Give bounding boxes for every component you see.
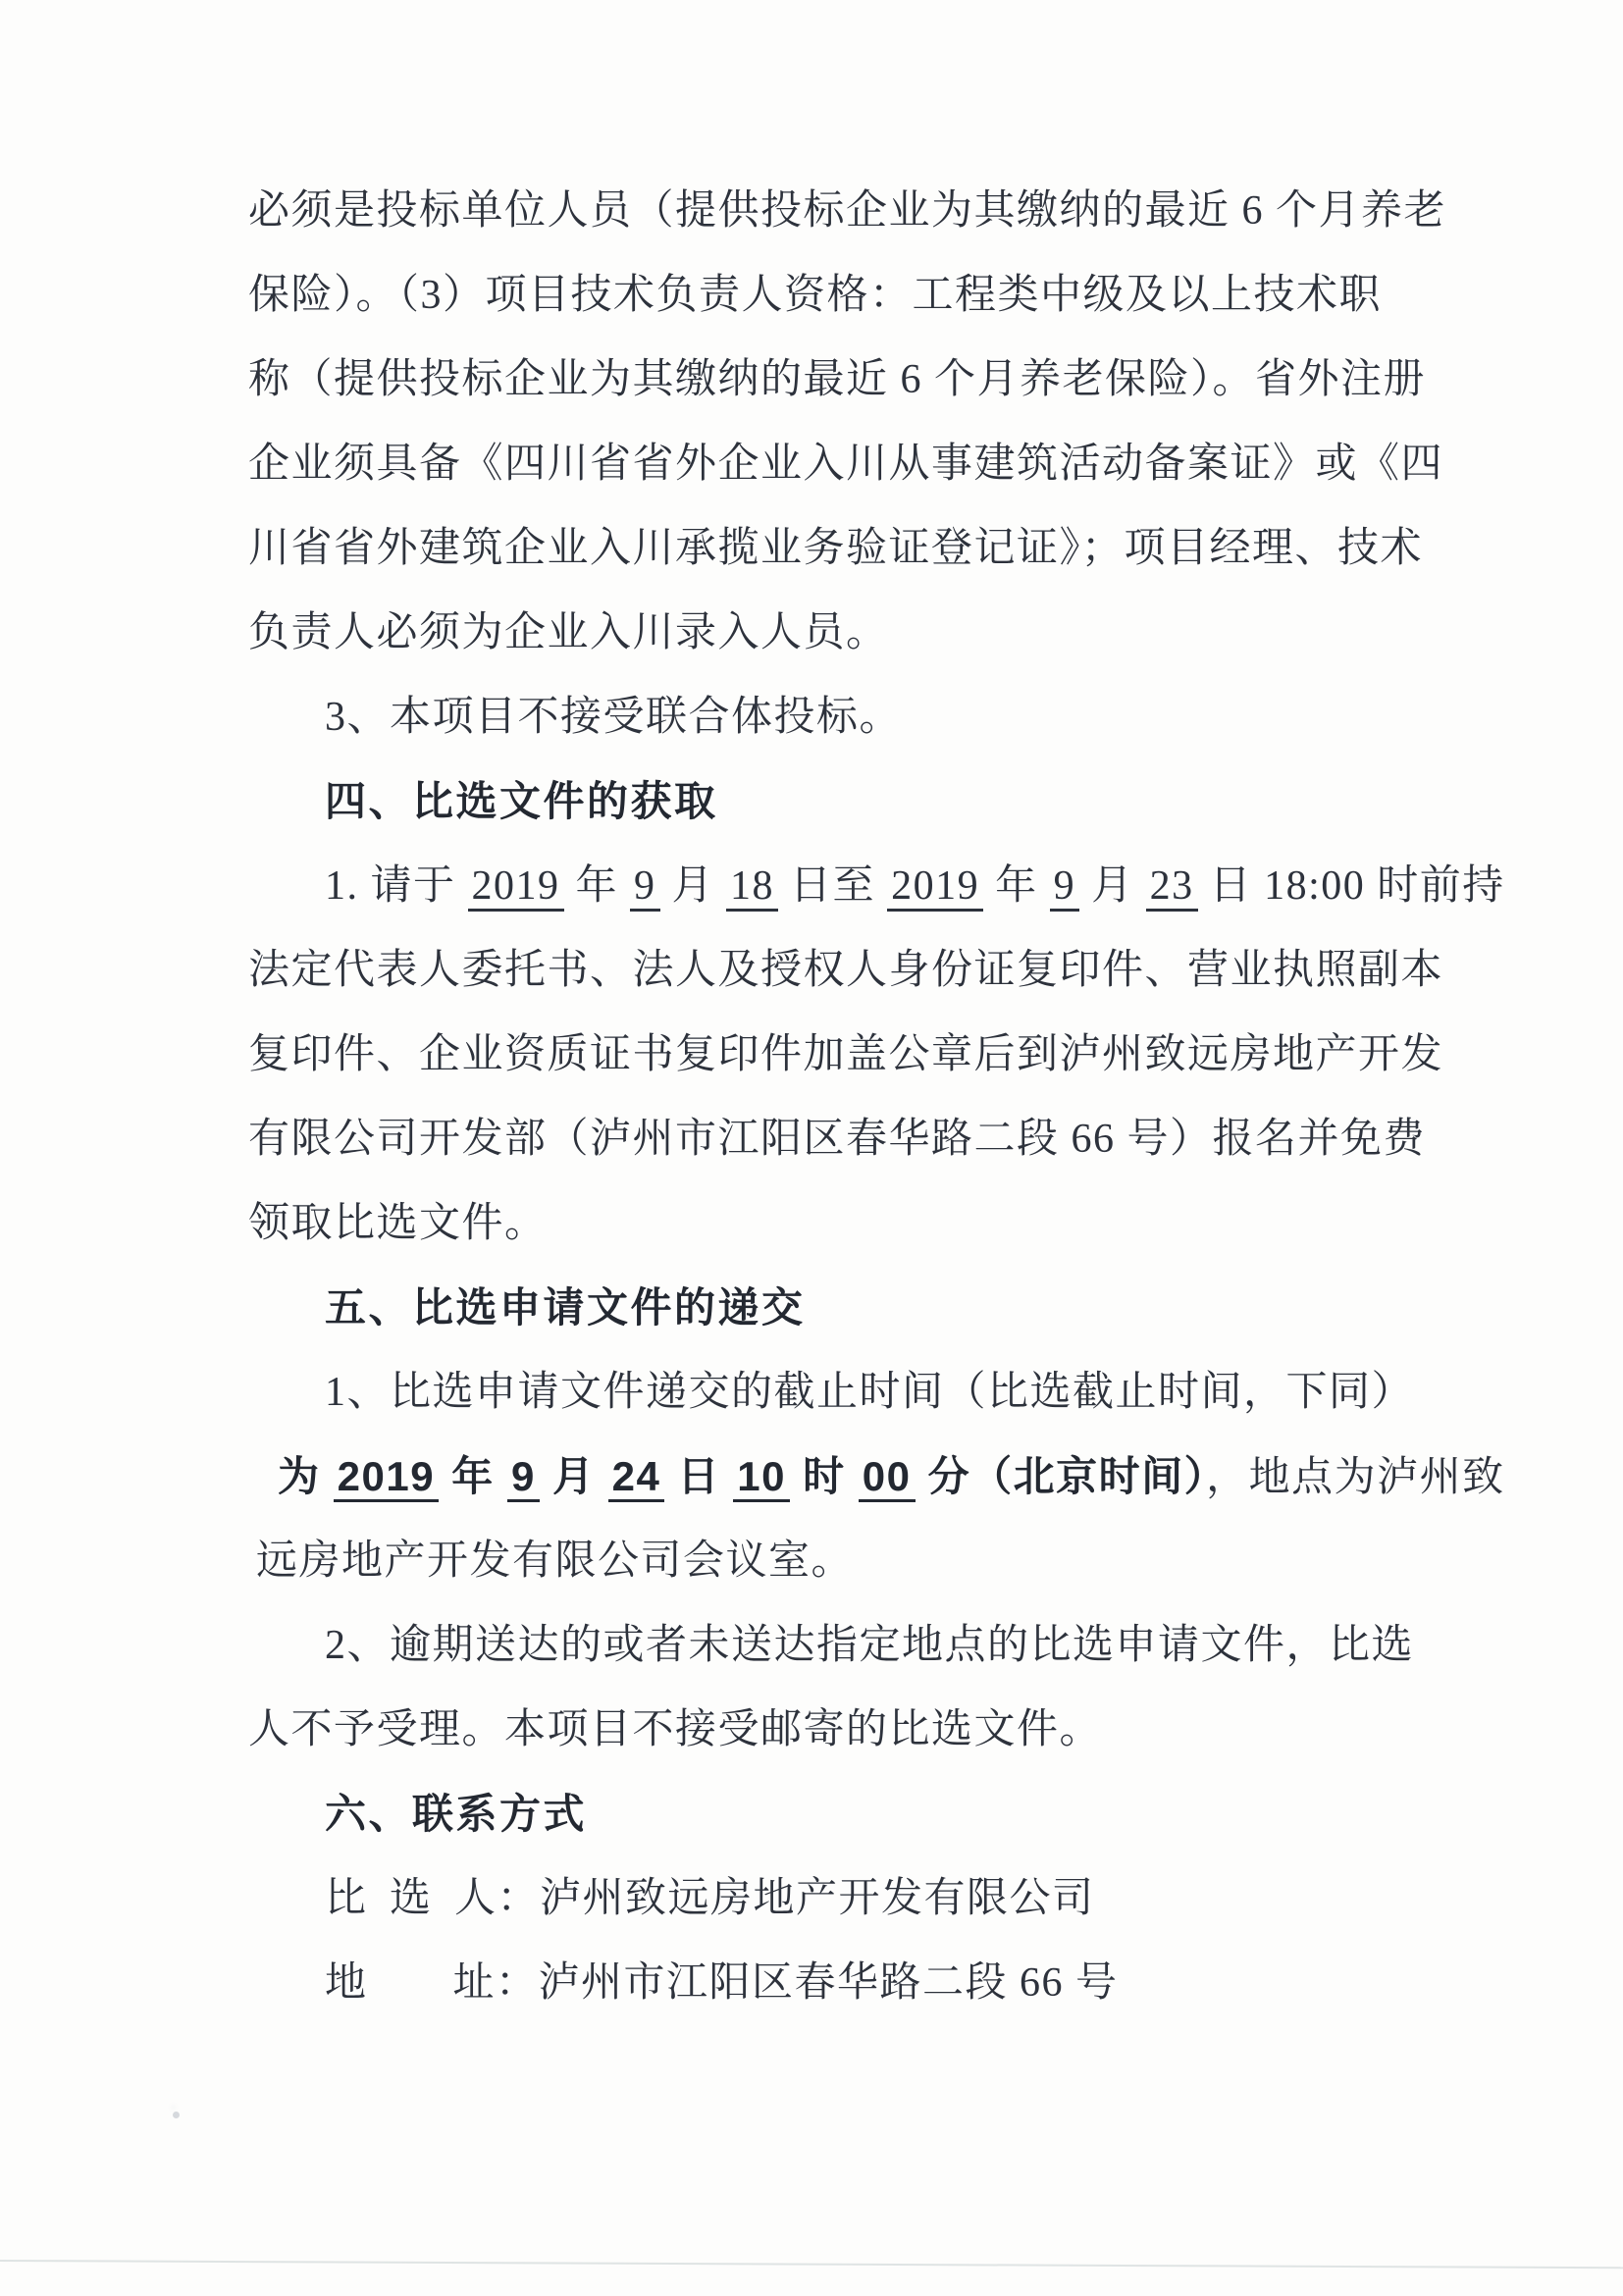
text-segment: 日至	[778, 863, 888, 909]
text-line	[248, 1013, 1485, 1097]
text-segment: 保险）。（3）项目技术负责人资格：工程类中级及以上技术职	[248, 273, 1383, 318]
text-segment: 四、比选文件的获取	[325, 778, 718, 824]
underlined-value: 23	[1146, 863, 1198, 912]
text-segment: 分（北京时间）	[915, 1453, 1207, 1499]
text-line	[248, 1435, 1505, 1519]
text-segment: 日	[664, 1453, 734, 1499]
text-segment: 称（提供投标企业为其缴纳的最近 6 个月养老保险）。省外注册	[248, 357, 1427, 402]
text-line	[248, 1941, 1485, 2025]
underlined-value: 9	[630, 863, 660, 912]
text-segment: 五、比选申请文件的递交	[325, 1284, 806, 1331]
text-segment: 年	[439, 1453, 507, 1499]
text-segment: 时	[789, 1453, 859, 1499]
text-segment: 月	[659, 863, 727, 909]
scan-artifact-line	[0, 2260, 1623, 2269]
text-line	[248, 928, 1485, 1013]
text-line	[248, 1688, 1485, 1772]
section-heading	[248, 759, 1485, 844]
text-segment: 负责人必须为企业入川录入人员。	[248, 610, 889, 655]
underlined-value: 9	[507, 1453, 540, 1502]
text-segment: 2、逾期送达的或者未送达指定地点的比选申请文件，比选	[325, 1623, 1415, 1668]
underlined-value: 00	[859, 1453, 916, 1502]
text-segment: 1. 请于	[325, 863, 468, 909]
text-line	[248, 1856, 1485, 1941]
text-line	[248, 675, 1485, 759]
text-segment: 比 选 人：泸州致远房地产开发有限公司	[325, 1876, 1095, 1921]
text-segment: 企业须具备《四川省省外企业入川从事建筑活动备案证》或《四	[248, 442, 1444, 487]
text-line	[248, 1097, 1485, 1181]
section-heading	[248, 1772, 1485, 1856]
underlined-value: 2019	[468, 863, 564, 912]
underlined-value: 9	[1050, 863, 1080, 912]
text-line	[248, 1603, 1485, 1688]
text-segment: 3、本项目不接受联合体投标。	[325, 695, 903, 740]
text-segment: 法定代表人委托书、法人及授权人身份证复印件、营业执照副本	[248, 948, 1444, 993]
text-segment: ，地点为泸州致	[1206, 1455, 1505, 1500]
text-segment: 月	[1079, 863, 1146, 909]
text-line	[248, 591, 1485, 675]
text-line	[248, 1181, 1485, 1266]
text-line	[248, 844, 1505, 928]
scan-artifact-speck	[173, 2112, 180, 2118]
text-segment: 有限公司开发部（泸州市江阳区春华路二段 66 号）报名并免费	[248, 1117, 1427, 1162]
text-line	[248, 506, 1485, 591]
underlined-value: 24	[608, 1453, 665, 1502]
underlined-value: 10	[733, 1453, 790, 1502]
text-line	[248, 1350, 1485, 1435]
text-segment: 远房地产开发有限公司会议室。	[256, 1539, 855, 1584]
text-segment: 日 18:00 时前持	[1197, 863, 1505, 909]
text-line	[248, 338, 1485, 422]
text-segment: 必须是投标单位人员（提供投标企业为其缴纳的最近 6 个月养老	[248, 188, 1447, 234]
text-segment: 复印件、企业资质证书复印件加盖公章后到泸州致远房地产开发	[248, 1032, 1444, 1077]
text-segment: 地 址：泸州市江阳区春华路二段 66 号	[325, 1960, 1119, 2006]
text-segment: 为	[278, 1453, 334, 1499]
text-segment: 六、联系方式	[325, 1791, 588, 1837]
text-segment: 年	[563, 863, 631, 909]
section-heading	[248, 1266, 1485, 1350]
text-segment: 川省省外建筑企业入川承揽业务验证登记证》；项目经理、技术	[248, 526, 1424, 571]
text-line	[248, 253, 1485, 338]
text-line	[248, 169, 1485, 253]
document-text-block	[248, 169, 1505, 2025]
text-segment: 人不予受理。本项目不接受邮寄的比选文件。	[248, 1707, 1103, 1752]
text-line	[248, 422, 1485, 506]
text-segment: 月	[539, 1453, 608, 1499]
text-segment: 1、比选申请文件递交的截止时间（比选截止时间，下同）	[325, 1370, 1415, 1415]
text-segment: 领取比选文件。	[248, 1201, 548, 1246]
underlined-value: 2019	[887, 863, 983, 912]
text-segment: 年	[983, 863, 1050, 909]
underlined-value: 2019	[334, 1453, 439, 1502]
underlined-value: 18	[726, 863, 778, 912]
text-line	[248, 1519, 1485, 1603]
